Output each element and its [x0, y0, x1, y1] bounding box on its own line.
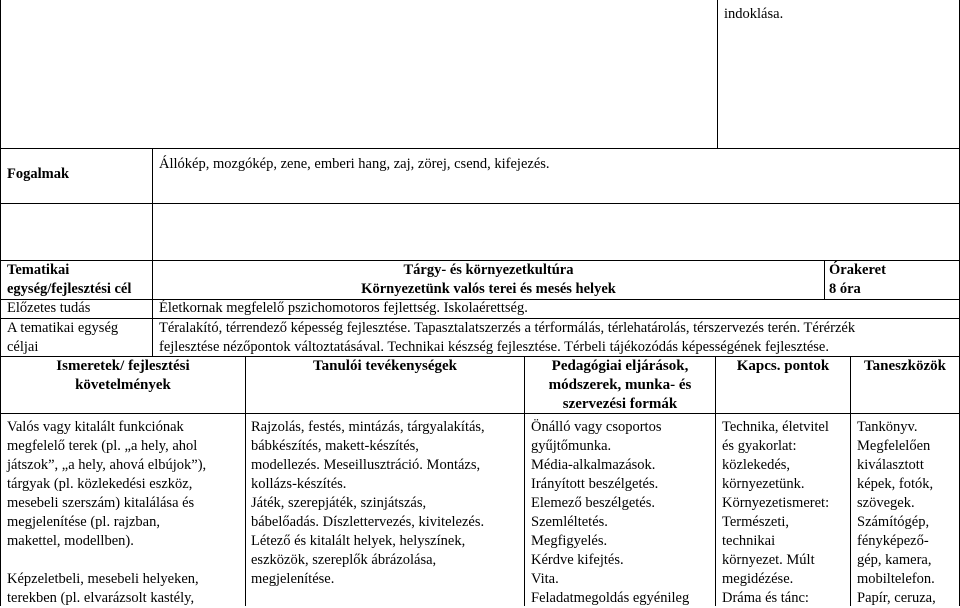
taneszkozok-line: Megfelelően — [857, 438, 931, 454]
col-divider — [850, 356, 851, 606]
taneszkozok-line: kiválasztott — [857, 457, 924, 473]
taneszkozok-cell — [857, 418, 936, 608]
ismeretek-line: Valós vagy kitalált funkciónak — [7, 419, 184, 435]
header-left-line: egység/fejlesztési cél — [7, 281, 132, 297]
tema-title-line: Tárgy- és környezetkultúra — [403, 262, 574, 278]
pedagogiai-line: Szemléltetés. — [531, 514, 608, 530]
col-header-ismeretek — [1, 357, 245, 395]
taneszkozok-line: képek, fotók, — [857, 476, 934, 492]
celjai-label — [7, 319, 118, 357]
celjai-text — [159, 319, 855, 357]
kapcs-line: Dráma és tánc: — [722, 590, 809, 606]
pedagogiai-line: Feladatmegoldás egyénileg — [531, 590, 690, 606]
kapcs-line: és gyakorlat: — [722, 438, 797, 454]
fogalmak-label: Fogalmak — [7, 166, 70, 182]
taneszkozok-line: Számítógép, — [857, 514, 930, 530]
taneszkozok-line: mobiltelefon. — [857, 571, 935, 587]
col-divider — [715, 356, 716, 606]
col-header-kapcs — [716, 357, 850, 376]
col-header-line: módszerek, munka- és — [548, 377, 692, 393]
col-divider — [245, 356, 246, 606]
tanuloi-line: bábelőadás. Díszlettervezés, kivitelezés. — [251, 514, 485, 530]
pedagogiai-line: Önálló vagy csoportos — [531, 419, 662, 435]
col-header-tanuloi — [246, 357, 524, 376]
ismeretek-line: tárgyak (pl. közlekedési eszköz, — [7, 476, 193, 492]
kapcs-line: Környezetismeret: — [722, 495, 830, 511]
tanuloi-line: Létező és kitalált helyek, helyszínek, — [251, 533, 466, 549]
tanuloi-cell — [251, 418, 485, 589]
rule — [0, 203, 960, 204]
pedagogiai-line: Irányított beszélgetés. — [531, 476, 659, 492]
tanuloi-line: megjelenítése. — [251, 571, 335, 587]
header-left-line: Tematikai — [7, 262, 70, 278]
pedagogiai-line: Vita. — [531, 571, 559, 587]
tema-title-line: Környezetünk valós terei és mesés helyek — [361, 281, 616, 297]
top-divider — [717, 0, 718, 148]
taneszkozok-line: Papír, ceruza, — [857, 590, 936, 606]
col-header-line: követelmények — [75, 377, 171, 393]
taneszkozok-line: gép, kamera, — [857, 552, 932, 568]
pedagogiai-line: Média-alkalmazások. — [531, 457, 656, 473]
ismeretek-line: játszok”, „a hely, ahová elbújok”), — [7, 457, 207, 473]
tanuloi-line: Rajzolás, festés, mintázás, tárgyalakítás, — [251, 419, 485, 435]
ismeretek-line: mesebeli szerszám) kitalálása és — [7, 495, 195, 511]
pedagogiai-cell — [531, 418, 689, 608]
rule — [0, 148, 960, 149]
kapcs-cell — [722, 418, 829, 608]
rule — [0, 413, 960, 414]
border-left — [0, 0, 1, 606]
taneszkozok-line: fényképező- — [857, 533, 929, 549]
tanuloi-line: eszközök, szereplők ábrázolása, — [251, 552, 437, 568]
tema-title — [153, 261, 824, 299]
col-header-line: Tanulói tevékenységek — [312, 358, 458, 374]
elozetes-text: Életkornak megfelelő pszichomotoros fejlettség. Iskolaérettség. — [159, 300, 528, 316]
tanuloi-line: modellezés. Meseillusztráció. Montázs, — [251, 457, 481, 473]
kapcs-line: környezet. Múlt — [722, 552, 815, 568]
col-header-line: Pedagógiai eljárások, — [551, 358, 689, 374]
tematikai-egyseg-label — [7, 261, 131, 299]
kapcs-line: Technika, életvitel — [722, 419, 829, 435]
celjai-text-line: fejlesztése nézőpontok változtatásával. Technikai készség fejlesztése. Térbeli tájékozódás képességének fejlesztése. — [159, 339, 829, 355]
pedagogiai-line: Elemező beszélgetés. — [531, 495, 655, 511]
ismeretek-line: makettel, modellben). — [7, 533, 134, 549]
kapcs-line: Természeti, — [722, 514, 790, 530]
tanuloi-line: kollázs-készítés. — [251, 476, 347, 492]
kapcs-line: megidézése. — [722, 571, 794, 587]
pedagogiai-line: Kérdve kifejtés. — [531, 552, 624, 568]
orakeret-divider — [824, 260, 825, 299]
ismeretek-line: Képzeletbeli, mesebeli helyeken, — [7, 571, 199, 587]
kapcs-line: közlekedés, — [722, 457, 791, 473]
tanuloi-line: bábkészítés, makett-készítés, — [251, 438, 419, 454]
pedagogiai-line: gyűjtőmunka. — [531, 438, 612, 454]
celjai-text-line: Téralakító, térrendező képesség fejlesztése. Tapasztalatszerzés a térformálás, térlehatárolás, térszervezés terén. Térérzék — [159, 320, 856, 336]
celjai-label-line: céljai — [7, 339, 39, 355]
ismeretek-line: megfelelő terek (pl. „a hely, ahol — [7, 438, 198, 454]
col-header-line: Taneszközök — [864, 358, 946, 374]
ismeretek-line: terekben (pl. elvarázsolt kastély, — [7, 590, 195, 606]
ismeretek-line: megjelenítése (pl. rajzban, — [7, 514, 160, 530]
taneszkozok-line: Tankönyv. — [857, 419, 918, 435]
elozetes-label: Előzetes tudás — [7, 300, 91, 316]
col-header-line: Kapcs. pontok — [736, 358, 830, 374]
fogalmak-text: Állókép, mozgókép, zene, emberi hang, zaj, zörej, csend, kifejezés. — [159, 156, 550, 172]
orakeret-label: Órakeret — [829, 262, 886, 278]
col-header-pedagogiai — [525, 357, 715, 414]
col-header-line: Ismeretek/ fejlesztési — [56, 358, 190, 374]
orakeret-value: 8 óra — [829, 281, 861, 297]
ismeretek-cell — [7, 418, 206, 608]
pedagogiai-line: Megfigyelés. — [531, 533, 608, 549]
indoklasa-text: indoklása. — [724, 6, 784, 22]
col-header-taneszkozok — [851, 357, 959, 376]
label-col-divider — [152, 148, 153, 356]
col-header-line: szervezési formák — [562, 396, 678, 412]
orakeret — [829, 261, 886, 299]
celjai-label-line: A tematikai egység — [7, 320, 119, 336]
taneszkozok-line: szövegek. — [857, 495, 915, 511]
ismeretek-line — [7, 551, 206, 570]
tanuloi-line: Játék, szerepjáték, szinjátszás, — [251, 495, 427, 511]
kapcs-line: technikai — [722, 533, 776, 549]
kapcs-line: környezetünk. — [722, 476, 805, 492]
